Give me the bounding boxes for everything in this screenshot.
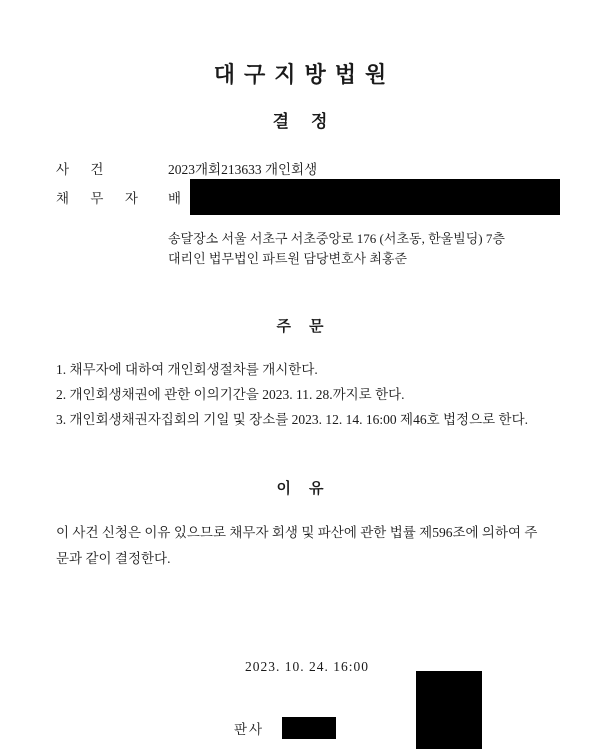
- jumun-item: 1. 채무자에 대하여 개인회생절차를 개시한다.: [56, 362, 318, 378]
- document-type-heading: 결정: [272, 112, 350, 131]
- jumun-list: [0, 358, 600, 433]
- debtor-name-partial: 배: [168, 191, 182, 206]
- decision-date: 2023. 10. 24. 16:00: [244, 659, 369, 675]
- representative-line: 대리인 법무법인 파트원 담당변호사 최홍준: [168, 251, 408, 267]
- jumun-item: 2. 개인회생채권에 관한 이의기간을 2023. 11. 28.까지로 한다.: [56, 387, 405, 403]
- redaction-judge-name: [282, 717, 336, 739]
- service-address-block: [0, 229, 600, 269]
- service-address-line: 송달장소 서울 서초구 서초중앙로 176 (서초동, 한울빌딩) 7층: [168, 231, 505, 246]
- jumun-item: 3. 개인회생채권자집회의 기일 및 장소를 2023. 12. 14. 16:00 제46호 법정으로 한다.: [56, 412, 528, 428]
- field-row-case: [56, 158, 600, 178]
- field-value-case: 2023개회213633 개인회생: [168, 162, 318, 177]
- case-fields: [0, 158, 600, 207]
- document-page: [0, 58, 600, 749]
- field-value-debtor: [168, 187, 600, 207]
- section-heading-jumun: 주문: [276, 319, 342, 336]
- field-row-debtor: [56, 187, 600, 207]
- section-heading-iyu: 이유: [276, 481, 342, 498]
- court-title: 대구지방법원: [213, 62, 396, 87]
- field-label-debtor: 채 무 자: [56, 191, 147, 206]
- judge-label: 판사: [234, 722, 265, 738]
- redaction-court-seal: [416, 671, 482, 749]
- redaction-debtor-info: [190, 179, 560, 215]
- field-label-case: 사 건: [56, 162, 113, 177]
- reason-body-text: 이 사건 신청은 이유 있으므로 채무자 회생 및 파산에 관한 법률 제596조에 의하여 주문과 같이 결정한다.: [56, 525, 538, 566]
- judge-signature-row: [0, 717, 600, 739]
